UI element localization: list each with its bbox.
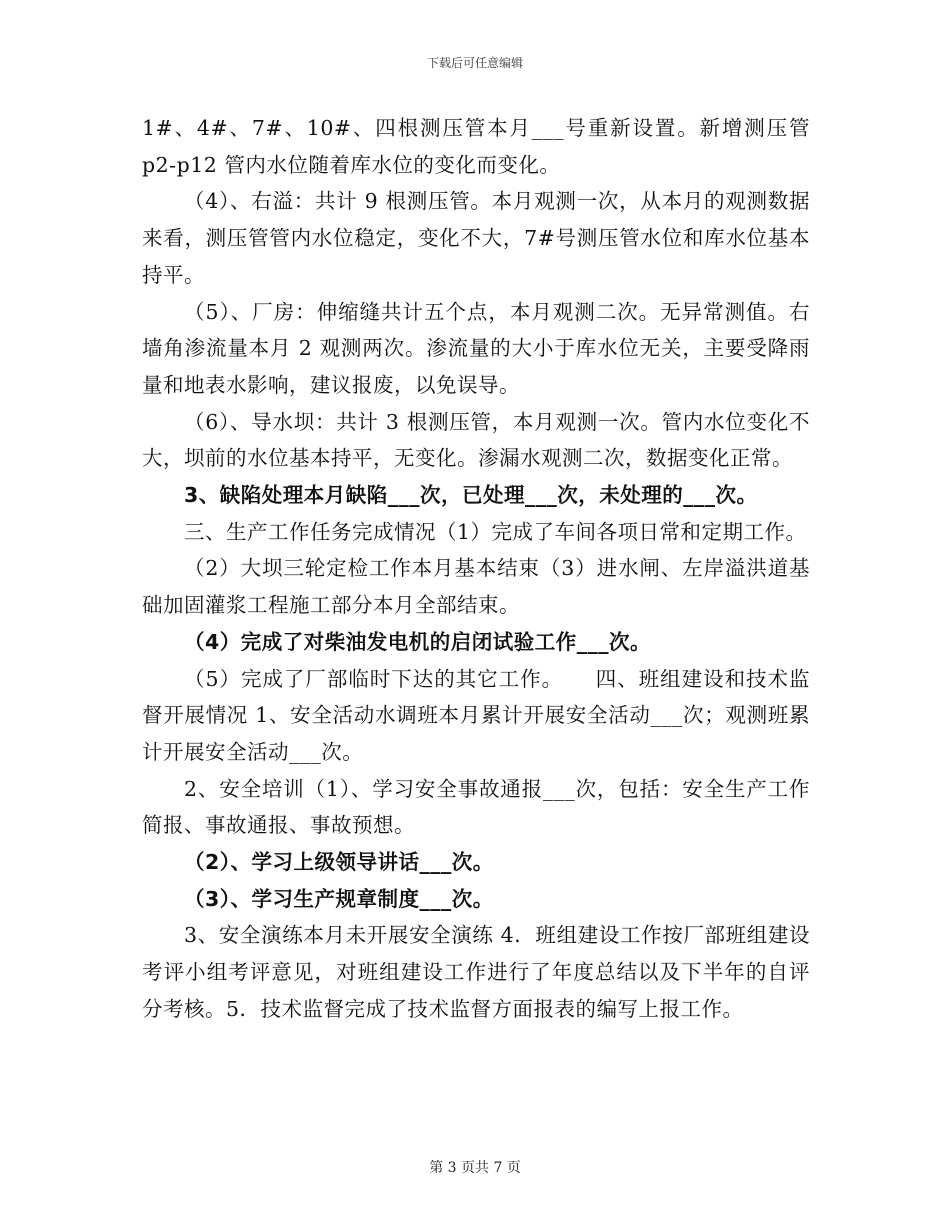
page-header: 下载后可任意编辑 (426, 56, 523, 70)
paragraph-12-bold: （3）、学习生产规章制度___次。 (184, 886, 494, 911)
paragraph-5-bold: 3、缺陷处理本月缺陷___次，已处理___次，未处理的___次。 (184, 483, 758, 508)
paragraph-13: 3、安全演练本月未开展安全演练 4．班组建设工作按厂部班组建设考评小组考评意见，对班组建设工作进行了年度总结以及下半年的自评分考核。5．技术监督完成了技术监督方面报表的编写上报工作。 (142, 923, 810, 1021)
paragraph-10: 2、安全培训（1）、学习安全事故通报___次，包括：安全生产工作简报、事故通报、事故预想。 (142, 776, 810, 838)
page-footer: 第 3 页共 7 页 (429, 1160, 521, 1176)
paragraph-2: （4）、右溢：共计 9 根测压管。本月观测一次，从本月的观测数据来看，测压管管内水位稳定，变化不大，7#号测压管水位和库水位基本持平。 (142, 189, 810, 287)
paragraph-7: （2）大坝三轮定检工作本月基本结束（3）进水闸、左岸溢洪道基础加固灌浆工程施工部分本月全部结束。 (142, 556, 810, 618)
paragraph-11-bold: （2）、学习上级领导讲话___次。 (184, 850, 494, 875)
paragraph-3: （5）、厂房：伸缩缝共计五个点，本月观测二次。无异常测值。右墙角渗流量本月 2 观测两次。渗流量的大小于库水位无关，主要受降雨量和地表水影响，建议报废，以免误导。 (142, 299, 810, 397)
paragraph-8-bold: （4）完成了对柴油发电机的启闭试验工作___次。 (184, 629, 652, 654)
paragraph-4: （6）、导水坝：共计 3 根测压管，本月观测一次。管内水位变化不大，坝前的水位基本持平，无变化。渗漏水观测二次，数据变化正常。 (142, 409, 810, 471)
paragraph-1: 1#、4#、7#、10#、四根测压管本月___号重新设置。新增测压管 p2-p12 管内水位随着库水位的变化而变化。 (142, 116, 818, 177)
paragraph-9: （5）完成了厂部临时下达的其它工作。 四、班组建设和技术监督开展情况 1、安全活动水调班本月累计开展安全活动___次；观测班累计开展安全活动___次。 (142, 666, 810, 764)
paragraph-6: 三、生产工作任务完成情况（1）完成了车间各项日常和定期工作。 (184, 519, 807, 544)
document-body (142, 110, 818, 1028)
